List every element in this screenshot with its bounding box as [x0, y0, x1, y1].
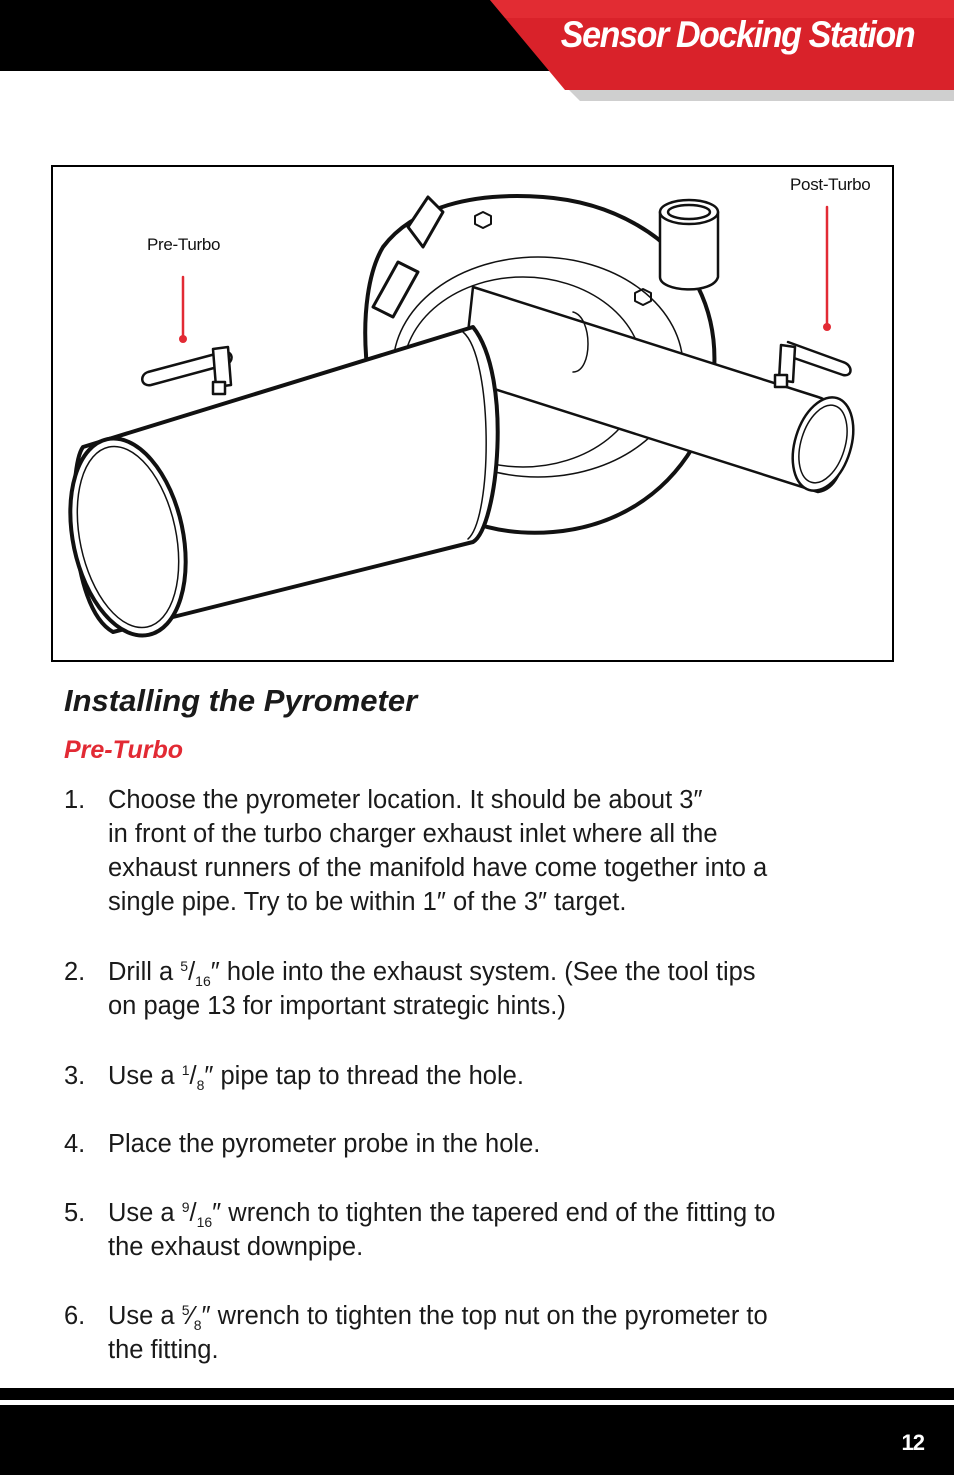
header-title: Sensor Docking Station [560, 14, 914, 55]
pre-turbo-label: Pre-Turbo [147, 235, 221, 254]
figure-frame [51, 165, 894, 662]
page-number: 12 [901, 1430, 924, 1455]
section-subtitle: Pre-Turbo [64, 736, 183, 764]
section-title: Installing the Pyrometer [64, 683, 418, 718]
footer-bar [0, 1405, 954, 1475]
post-turbo-label: Post-Turbo [790, 175, 871, 194]
footer-rule [0, 1388, 954, 1400]
